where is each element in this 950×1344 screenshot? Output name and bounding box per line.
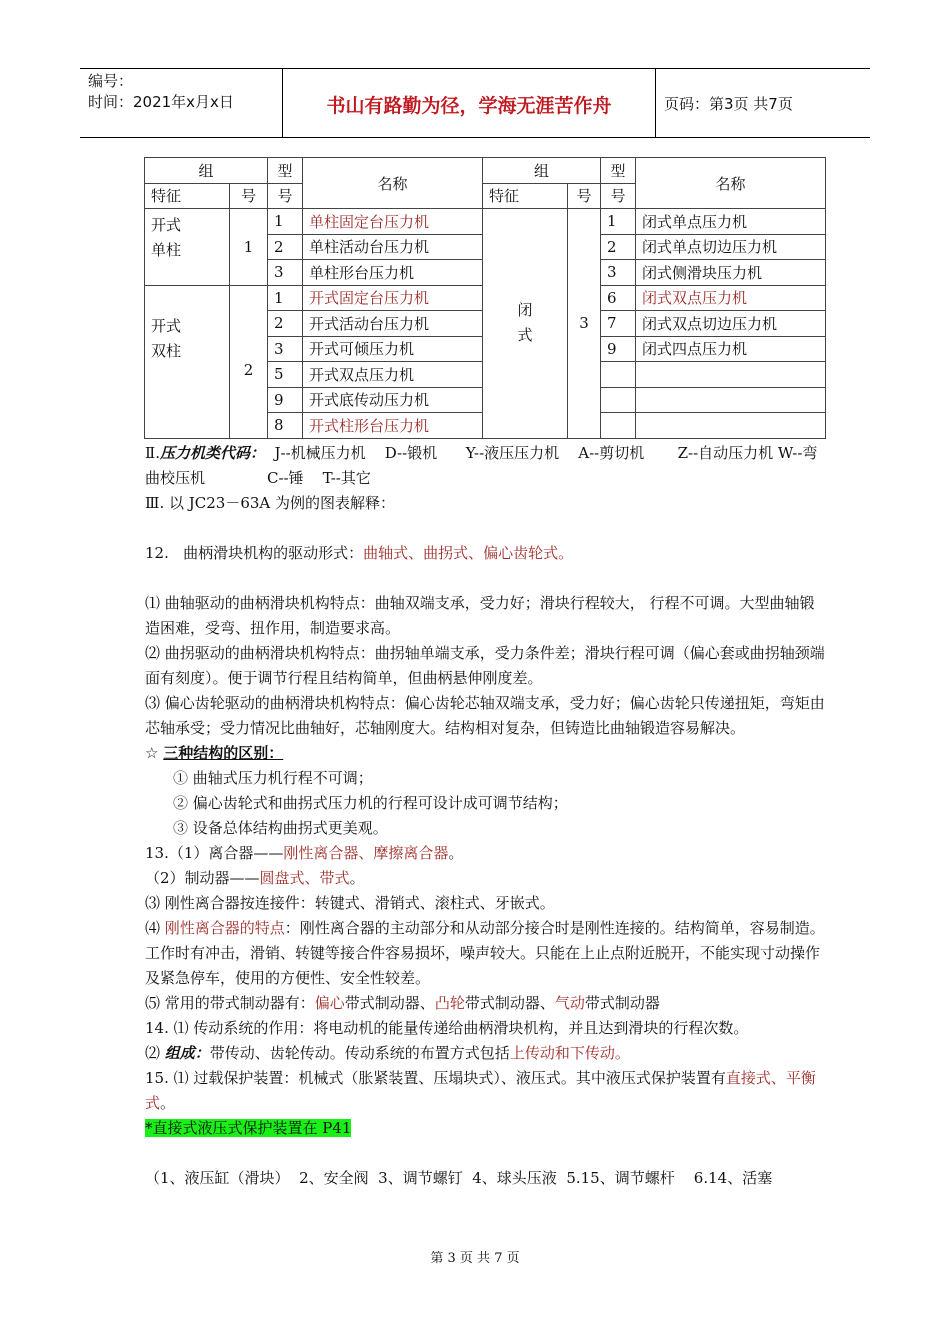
section-ii: Ⅱ.压力机类代码： J--机械压力机 D--锻机 Y--液压压力机 A--剪切机 Z--自动压力机 W--弯曲校压机 C--锤 T--其它 — [145, 444, 818, 487]
name-cell: 开式柱形台压力机 — [303, 413, 483, 439]
name-cell: 开式固定台压力机 — [303, 285, 483, 311]
type-cell: 2 — [268, 234, 303, 260]
name-header: 名称 — [636, 158, 826, 209]
group-feature: 开式 双柱 — [145, 285, 230, 438]
name-header: 名称 — [303, 158, 483, 209]
type-cell — [601, 362, 636, 388]
group-number: 1 — [230, 209, 268, 286]
name-cell — [636, 362, 826, 388]
number-label: 编号： — [88, 72, 134, 90]
paragraph: ⑷ 刚性离合器的特点：刚性离合器的主动部分和从动部分接合时是刚性连接的。结构简单，容易制造。工作时有冲击，滑销、转键等接合件容易损坏，噪声较大。只能在上止点附近脱开，不能实现寸动操作及紧急停车，使用的方便性、安全性较差。 — [145, 919, 825, 987]
motto: 书山有路勤为径，学海无涯苦作舟 — [326, 95, 612, 117]
name-cell — [636, 413, 826, 439]
divider — [655, 69, 656, 137]
type-cell: 2 — [268, 311, 303, 337]
list-item: ② 偏心齿轮式和曲拐式压力机的行程可设计成可调节结构； — [173, 794, 568, 812]
page-header — [80, 68, 870, 138]
type-cell: 8 — [268, 413, 303, 439]
item-13: 13.（1）离合器——刚性离合器、摩擦离合器。 — [145, 844, 464, 862]
section-iii: Ⅲ. 以 JC23－63A 为例的图表解释： — [145, 494, 396, 512]
group-header: 组 — [145, 158, 268, 184]
name-cell: 开式活动台压力机 — [303, 311, 483, 337]
type-cell: 9 — [601, 336, 636, 362]
feature-header: 特征 — [145, 183, 230, 209]
num-header: 号 — [568, 183, 601, 209]
name-cell: 开式可倾压力机 — [303, 336, 483, 362]
name-cell: 单柱形台压力机 — [303, 260, 483, 286]
type-cell: 3 — [268, 336, 303, 362]
name-cell: 开式双点压力机 — [303, 362, 483, 388]
group-header: 组 — [483, 158, 601, 184]
name-cell — [636, 387, 826, 413]
paragraph: ⑴ 曲轴驱动的曲柄滑块机构特点：曲轴双端支承，受力好；滑块行程较大， 行程不可调。大型曲轴锻造困难，受弯、扭作用，制造要求高。 — [145, 594, 815, 637]
page-footer: 第 3 页 共 7 页 — [430, 1251, 520, 1266]
type-cell: 1 — [601, 209, 636, 235]
group-feature: 闭 式 — [483, 209, 568, 439]
type-header-2: 号 — [601, 183, 636, 209]
type-header-2: 号 — [268, 183, 303, 209]
type-cell — [601, 387, 636, 413]
paragraph: ⑶ 偏心齿轮驱动的曲柄滑块机构特点：偏心齿轮芯轴双端支承，受力好；偏心齿轮只传递扭矩，弯矩由芯轴承受；受力情况比曲轴好，芯轴刚度大。结构相对复杂，但铸造比曲轴锻造容易解决。 — [145, 694, 825, 737]
type-cell — [601, 413, 636, 439]
name-cell: 单柱固定台压力机 — [303, 209, 483, 235]
name-cell: 闭式单点切边压力机 — [636, 234, 826, 260]
paragraph: ⑶ 刚性离合器按连接件：转键式、滑销式、滚柱式、牙嵌式。 — [145, 894, 555, 912]
item-14: 14. ⑴ 传动系统的作用：将电动机的能量传递给曲柄滑块机构，并且达到滑块的行程次数。 — [145, 1019, 749, 1037]
name-cell: 闭式双点切边压力机 — [636, 311, 826, 337]
name-cell: 闭式侧滑块压力机 — [636, 260, 826, 286]
group-feature: 开式 单柱 — [145, 209, 230, 286]
type-cell: 9 — [268, 387, 303, 413]
header-meta — [88, 71, 283, 113]
type-header: 型 — [268, 158, 303, 184]
paragraph: ⑸ 常用的带式制动器有：偏心带式制动器、凸轮带式制动器、气动带式制动器 — [145, 994, 660, 1012]
document-body — [145, 441, 825, 1191]
parts-list: （1、液压缸（滑块） 2、安全阀 3、调节螺钉 4、球头压液 5.15、调节螺杆 6.14、活塞 — [145, 1169, 773, 1187]
type-cell: 3 — [601, 260, 636, 286]
type-cell: 3 — [268, 260, 303, 286]
difference-title: ☆ 三种结构的区别： — [145, 744, 284, 762]
page-info: 页码：第3页 共7页 — [664, 95, 793, 113]
num-header: 号 — [230, 183, 268, 209]
name-cell: 闭式单点压力机 — [636, 209, 826, 235]
type-cell: 2 — [601, 234, 636, 260]
group-number: 3 — [568, 209, 601, 439]
name-cell: 单柱活动台压力机 — [303, 234, 483, 260]
type-cell: 1 — [268, 209, 303, 235]
feature-header: 特征 — [483, 183, 568, 209]
group-number: 2 — [230, 285, 268, 438]
paragraph: ⑵ 曲拐驱动的曲柄滑块机构特点：曲拐轴单端支承，受力条件差；滑块行程可调（偏心套或曲拐轴颈端面有刻度）。便于调节行程且结构简单，但曲柄悬伸刚度差。 — [145, 644, 825, 687]
item-15: 15. ⑴ 过载保护装置：机械式（胀紧装置、压塌块式）、液压式。其中液压式保护装置有直接式、平衡式。 — [145, 1069, 816, 1112]
type-cell: 1 — [268, 285, 303, 311]
type-header: 型 — [601, 158, 636, 184]
name-cell: 闭式四点压力机 — [636, 336, 826, 362]
list-item: ① 曲轴式压力机行程不可调； — [173, 769, 373, 787]
list-item: ③ 设备总体结构曲拐式更美观。 — [173, 819, 388, 837]
star-icon: ☆ — [145, 744, 164, 762]
type-cell: 7 — [601, 311, 636, 337]
item-13-2: （2）制动器——圆盘式、带式。 — [145, 869, 365, 887]
time-label: 时间：2021年x月x日 — [88, 93, 234, 111]
type-cell: 5 — [268, 362, 303, 388]
type-cell: 6 — [601, 285, 636, 311]
press-classification-table — [144, 157, 826, 439]
highlight-note: *直接式液压式保护装置在 P41 — [145, 1119, 352, 1137]
name-cell: 闭式双点压力机 — [636, 285, 826, 311]
paragraph: ⑵ 组成：带传动、齿轮传动。传动系统的布置方式包括上传动和下传动。 — [145, 1044, 630, 1062]
name-cell: 开式底传动压力机 — [303, 387, 483, 413]
item-12: 12. 曲柄滑块机构的驱动形式：曲轴式、曲拐式、偏心齿轮式。 — [145, 544, 574, 562]
